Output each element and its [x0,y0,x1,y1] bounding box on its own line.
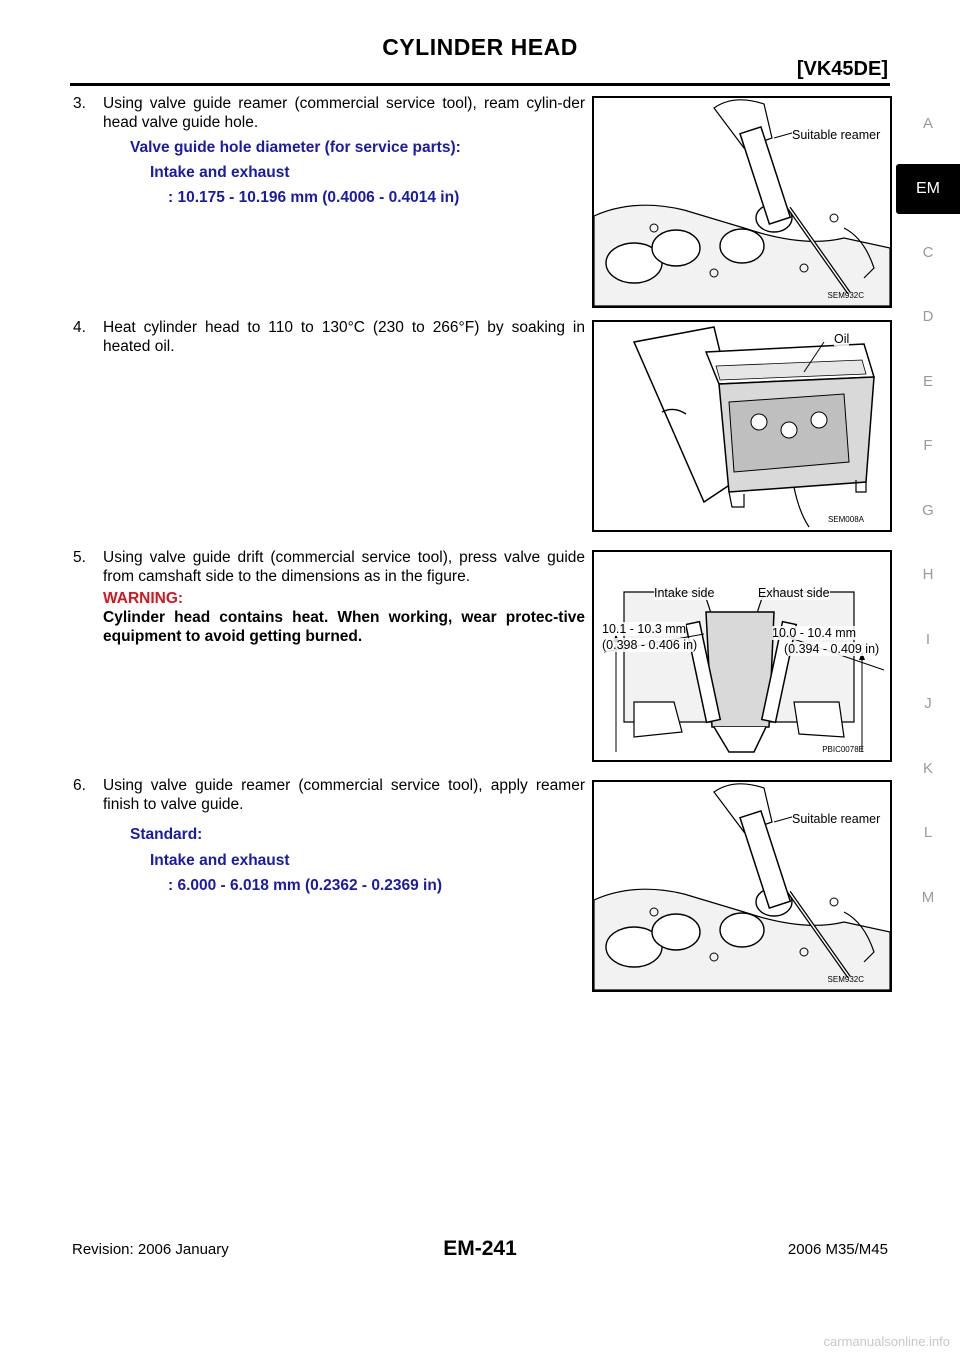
spec-value: : 6.000 - 6.018 mm (0.2362 - 0.2369 in) [168,877,442,894]
figure-code: SEM932C [827,975,864,984]
watermark: carmanualsonline.info [823,1334,950,1349]
step-5 [73,548,585,586]
step-text: Heat cylinder head to 110 to 130°C (230 to 266°F) by soaking in heated oil. [103,319,585,355]
valve-guide-illustration [594,552,890,760]
page-number: EM-241 [443,1237,517,1260]
exhaust-dimension-in: (0.394 - 0.409 in) [784,642,880,656]
header-divider [70,83,890,86]
figure-code: PBIC0078E [822,745,864,754]
section-tab-a[interactable]: A [922,115,933,132]
spec-subtitle: Intake and exhaust [150,164,290,181]
section-tab-f[interactable]: F [923,437,933,454]
figure-reamer-2 [592,780,892,992]
section-tab-e[interactable]: E [922,372,933,390]
spec-title: Valve guide hole diameter (for service parts): [130,139,461,156]
section-tab-g[interactable]: G [922,501,934,519]
spec-value: : 10.175 - 10.196 mm (0.4006 - 0.4014 in) [168,189,460,206]
figure-callout: Oil [834,332,850,346]
warning-block [103,589,585,646]
section-index-sidebar [896,92,960,930]
section-tab-i[interactable]: I [925,630,931,648]
step-text: Using valve guide drift (commercial service tool), press valve guide from camshaft side to the dimensions as in the figure. [103,549,585,585]
section-tab-l[interactable]: L [923,824,933,841]
step-number: 6. [73,777,86,794]
warning-text: Cylinder head contains heat. When working, wear protec-tive equipment to avoid getting burned. [103,609,585,645]
spec-title: Standard: [130,826,203,843]
figure-callout: Suitable reamer [792,812,881,826]
figure-code: SEM008A [827,515,864,524]
oil-bath-illustration [594,322,890,530]
section-tab-m[interactable]: M [921,888,935,906]
section-tab-em[interactable]: EM [896,164,960,214]
section-tab-j[interactable]: J [924,695,932,712]
step-text: Using valve guide reamer (commercial service tool), ream cylin-der head valve guide hole. [103,95,585,131]
vehicle-model: 2006 M35/M45 [787,1241,888,1258]
step-number: 3. [73,95,86,112]
engine-code: [VK45DE] [796,58,888,80]
figure-oil-bath [592,320,892,532]
step-text: Using valve guide reamer (commercial service tool), apply reamer finish to valve guide. [103,777,585,813]
step-number: 4. [73,319,86,336]
figure-callout: Suitable reamer [792,128,881,142]
intake-dimension-in: (0.398 - 0.406 in) [602,638,698,652]
step-3 [73,94,585,132]
revision-date: Revision: 2006 January [72,1241,229,1258]
warning-label: WARNING: [103,590,184,607]
step-4 [73,318,585,356]
step-number: 5. [73,549,86,566]
figure-reamer-1 [592,96,892,308]
intake-dimension-mm: 10.1 - 10.3 mm [602,622,687,636]
section-tab-c[interactable]: C [922,243,934,261]
exhaust-dimension-mm: 10.0 - 10.4 mm [772,626,857,640]
section-tab-d[interactable]: D [922,308,934,325]
figure-valve-guide-drift [592,550,892,762]
page-title: CYLINDER HEAD [382,34,578,60]
intake-side-label: Intake side [654,586,715,600]
section-tab-k[interactable]: K [922,759,933,777]
figure-code: SEM932C [827,291,864,300]
step-6 [73,776,585,814]
exhaust-side-label: Exhaust side [758,586,830,600]
section-tab-h[interactable]: H [922,566,934,583]
spec-subtitle: Intake and exhaust [150,852,290,869]
